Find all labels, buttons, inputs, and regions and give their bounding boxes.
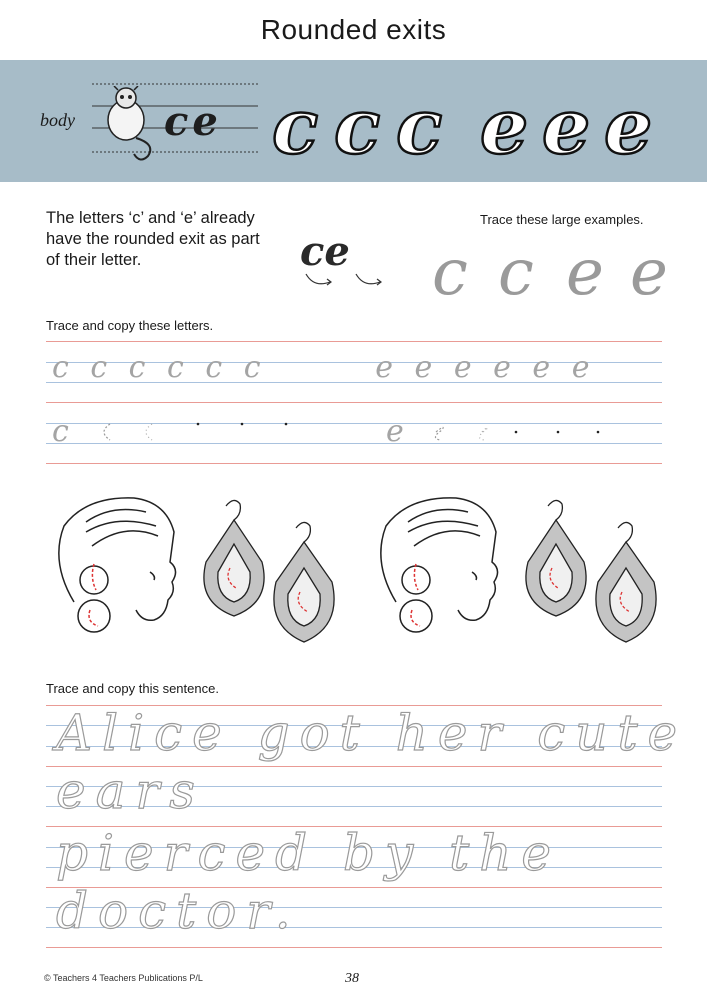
exit-arrows-icon [300,270,390,292]
trace-row-1: c c c c c c e e e e e e [52,350,596,385]
earring-icon-2 [274,522,334,642]
copyright-footer [44,973,203,983]
trace-row-2-e: e [386,414,404,449]
outline-letter-c-1: c [272,82,319,171]
outline-letter-c-2: c [334,82,381,171]
trace-large-label: Trace these large examples. [480,212,644,227]
red-rule [46,402,662,403]
intro-text: The letters ‘c’ and ‘e’ already have the rounded exit as part of their letter. [46,209,260,269]
body-letters: ce [164,98,222,145]
copyright-icon: © [44,973,51,983]
copyright-text: Teachers 4 Teachers Publications P/L [52,973,203,983]
trace-row-2-c: c [52,414,69,449]
outline-letter-e-1: e [480,82,529,171]
earring-illustration [46,492,666,670]
girl-face-icon-2 [381,498,498,632]
sentence-line-1: Alice got her cute ears [56,704,688,820]
outline-letter-e-3: e [604,82,653,171]
large-example-c-1: c [432,236,468,310]
possum-icon [96,86,162,166]
outline-letter-c-3: c [396,82,443,171]
sentence-line-2: pierced by the doctor. [56,824,562,940]
page-number: 38 [345,971,359,986]
body-label: body [40,110,75,130]
outline-letter-e-2: e [542,82,591,171]
dot-guides [90,418,610,444]
large-example-e-2: e [630,236,668,310]
earring-icon-4 [596,522,656,642]
red-rule [46,947,662,948]
earring-icon-3 [526,500,586,616]
example-letters: ce [300,228,350,275]
red-rule [46,463,662,464]
girl-face-icon-1 [59,498,176,632]
page-title: Rounded exits [260,14,447,45]
large-example-c-2: c [498,236,534,310]
trace-sentence-instruction: Trace and copy this sentence. [46,681,219,696]
earring-icon-1 [204,500,264,616]
trace-letters-instruction: Trace and copy these letters. [46,318,214,333]
large-example-e-1: e [566,236,604,310]
red-rule [46,341,662,342]
